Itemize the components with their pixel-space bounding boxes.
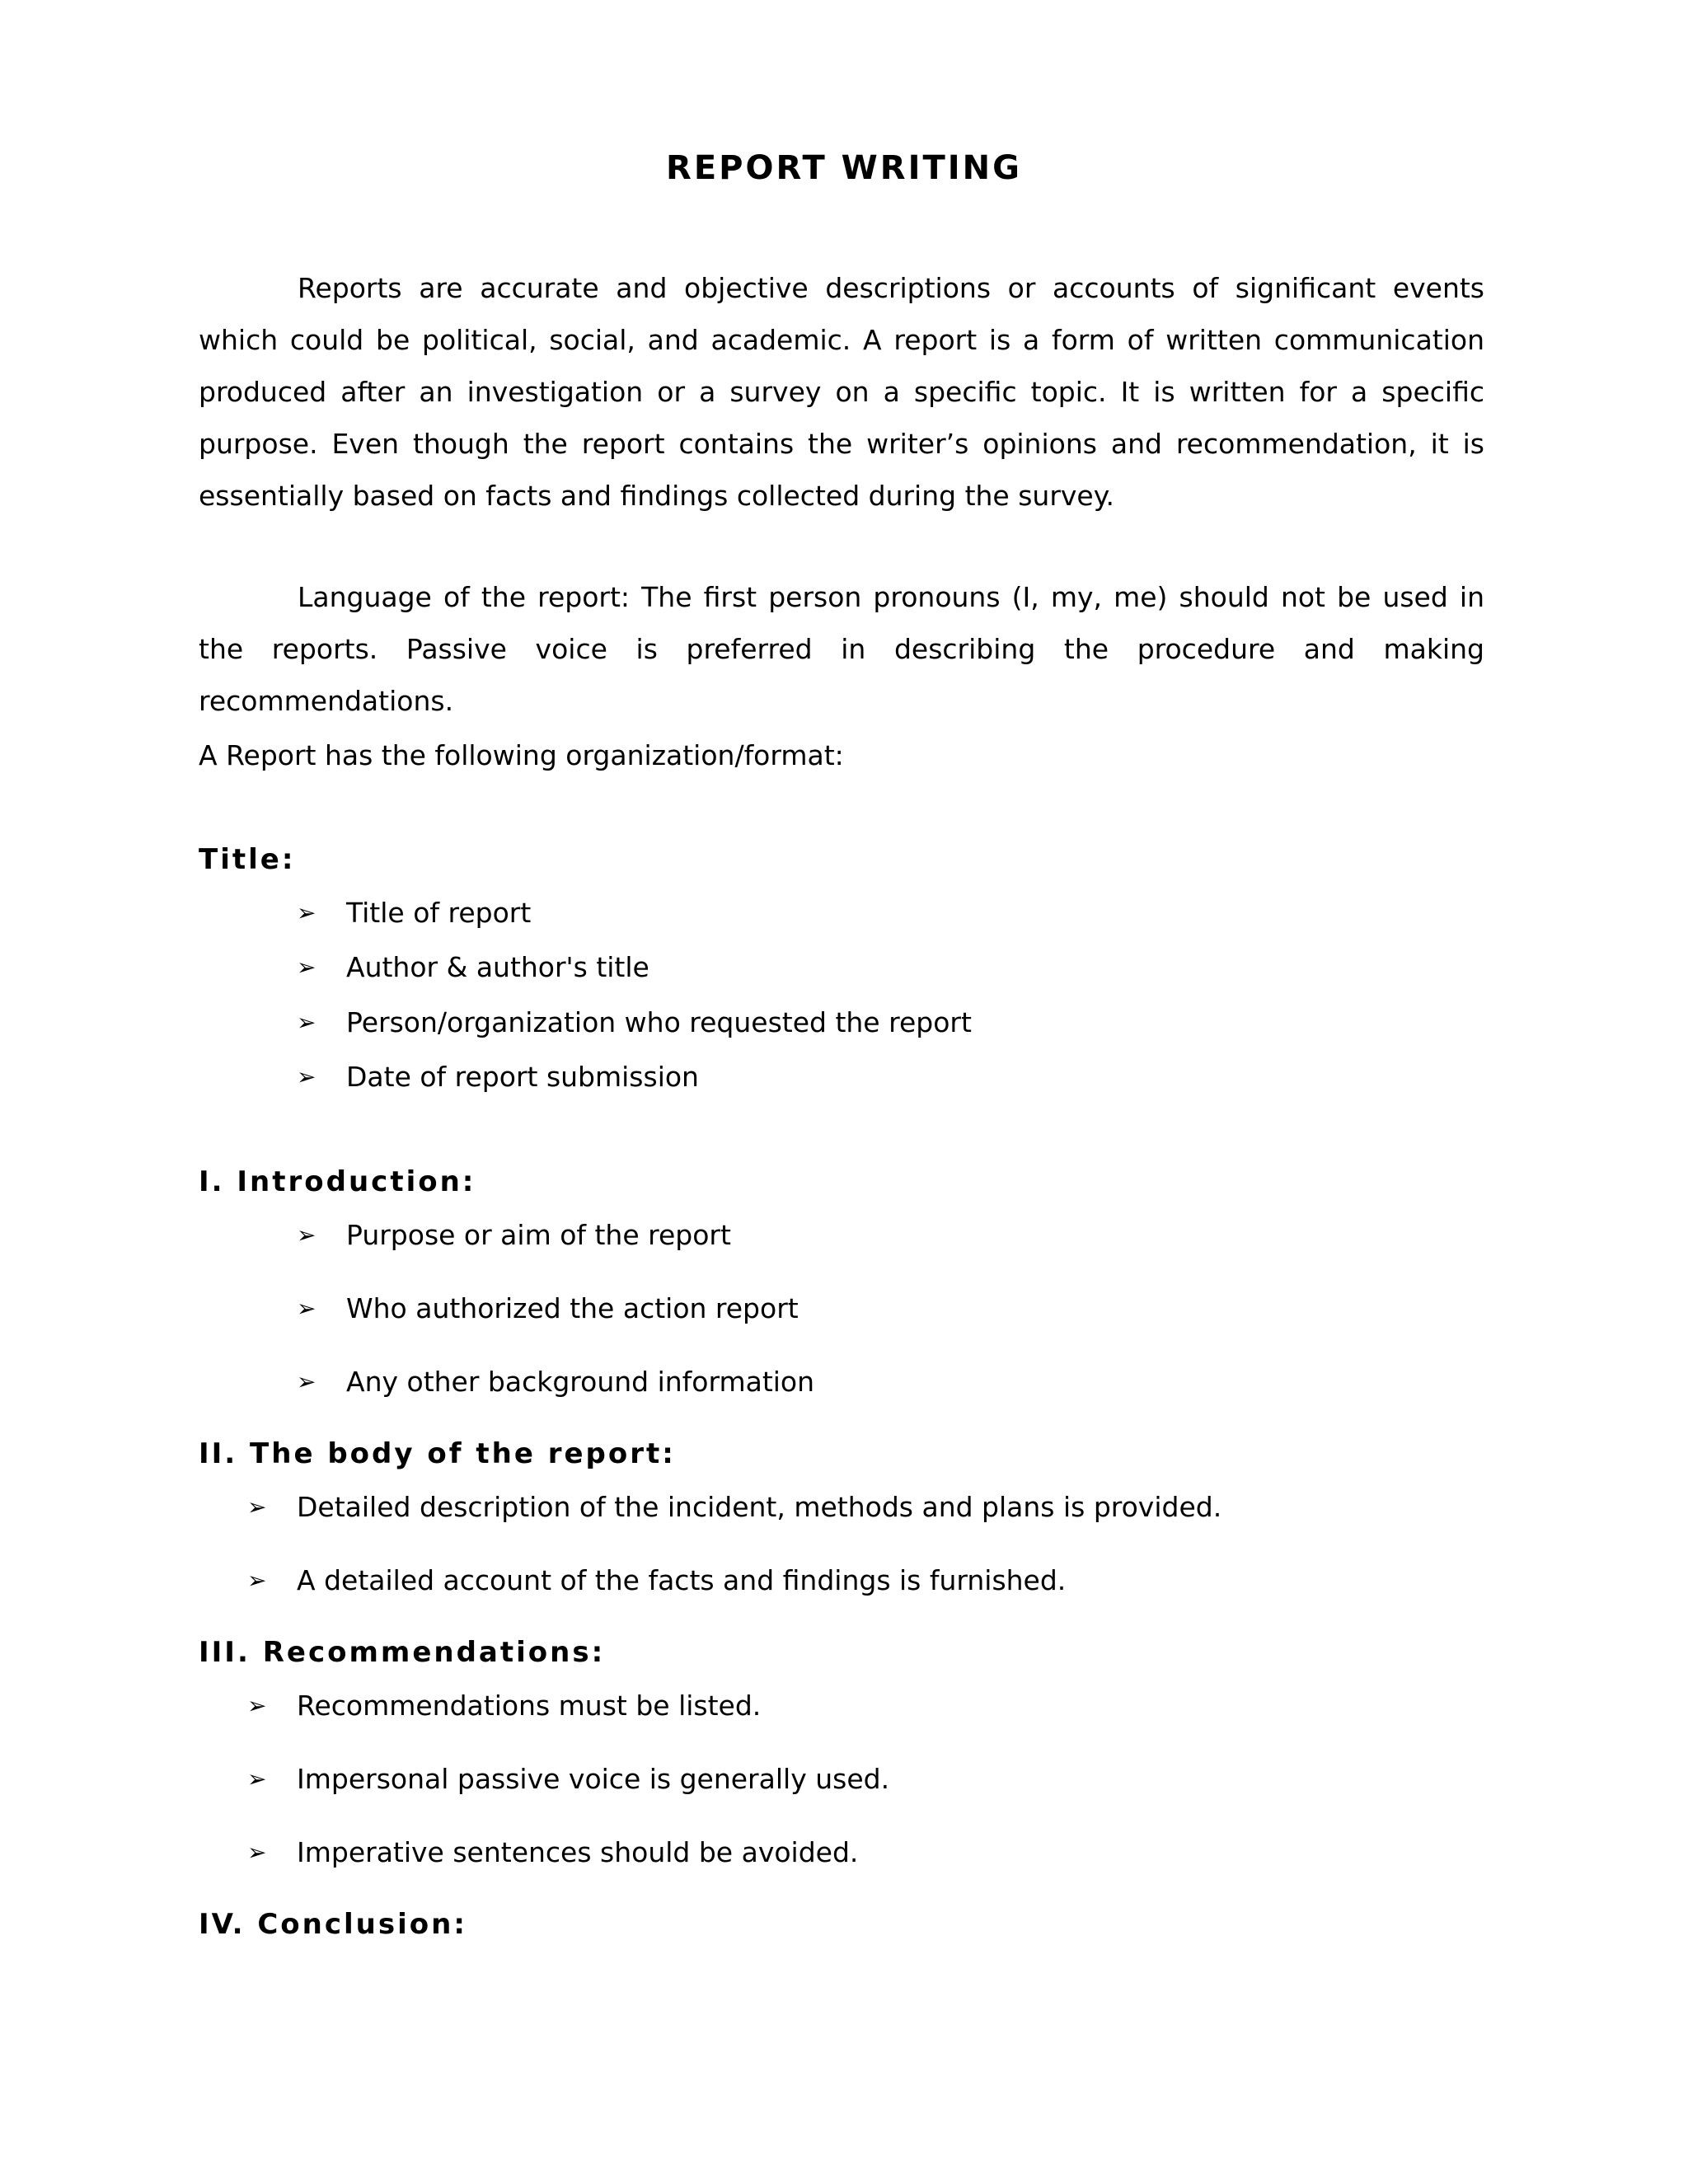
format-intro: A Report has the following organization/format: bbox=[199, 739, 844, 771]
arrow-bullet-icon: ➢ bbox=[247, 1567, 267, 1594]
list-item bbox=[297, 1058, 699, 1096]
list-item bbox=[297, 894, 531, 932]
list-item bbox=[247, 1760, 889, 1798]
list-item-text: Purpose or aim of the report bbox=[346, 1219, 731, 1251]
list-item-text: Who authorized the action report bbox=[346, 1292, 799, 1324]
list-item-text: Date of report submission bbox=[346, 1061, 699, 1093]
arrow-bullet-icon: ➢ bbox=[247, 1839, 267, 1866]
arrow-bullet-icon: ➢ bbox=[247, 1765, 267, 1793]
list-item-text: Any other background information bbox=[346, 1366, 815, 1398]
list-item bbox=[247, 1562, 1066, 1600]
list-item-text: Impersonal passive voice is generally used. bbox=[297, 1763, 890, 1795]
list-item bbox=[247, 1834, 858, 1872]
arrow-bullet-icon: ➢ bbox=[297, 1063, 316, 1090]
section-heading-body: II. The body of the report: bbox=[199, 1437, 676, 1470]
arrow-bullet-icon: ➢ bbox=[297, 954, 316, 981]
list-item-text: A detailed account of the facts and findings is furnished. bbox=[297, 1564, 1067, 1596]
list-item-text: Detailed description of the incident, methods and plans is provided. bbox=[297, 1491, 1222, 1523]
list-item-text: Imperative sentences should be avoided. bbox=[297, 1836, 859, 1868]
arrow-bullet-icon: ➢ bbox=[297, 1221, 316, 1249]
paragraph-language bbox=[199, 571, 1484, 727]
section-heading-recommendations: III. Recommendations: bbox=[199, 1636, 606, 1669]
list-item-text: Author & author's title bbox=[346, 951, 649, 983]
list-item bbox=[247, 1687, 761, 1725]
list-item bbox=[297, 949, 649, 987]
arrow-bullet-icon: ➢ bbox=[297, 1368, 316, 1395]
list-item bbox=[297, 1004, 972, 1042]
section-heading-title: Title: bbox=[199, 843, 296, 876]
arrow-bullet-icon: ➢ bbox=[297, 1009, 316, 1036]
list-item bbox=[297, 1363, 814, 1401]
section-heading-conclusion: IV. Conclusion: bbox=[199, 1908, 467, 1941]
list-item bbox=[247, 1488, 1221, 1526]
arrow-bullet-icon: ➢ bbox=[297, 899, 316, 926]
page-title: REPORT WRITING bbox=[666, 149, 1022, 187]
arrow-bullet-icon: ➢ bbox=[247, 1493, 267, 1521]
list-item-text: Recommendations must be listed. bbox=[297, 1690, 762, 1722]
list-item-text: Person/organization who requested the report bbox=[346, 1006, 972, 1038]
paragraph-definition bbox=[199, 262, 1484, 522]
section-heading-introduction: I. Introduction: bbox=[199, 1165, 476, 1198]
arrow-bullet-icon: ➢ bbox=[247, 1692, 267, 1719]
paragraph-text: Reports are accurate and objective descriptions or accounts of significant events which could be political, social, and academic. A report is a form of written communication produced after an investigation or a survey on a specific topic. It is written for a specific purpose. Even though the report contains the writer’s opinions and recommendation, it is essentially based on facts and findings collected during the survey. bbox=[199, 272, 1484, 512]
arrow-bullet-icon: ➢ bbox=[297, 1295, 316, 1322]
list-item bbox=[297, 1216, 731, 1254]
list-item-text: Title of report bbox=[346, 897, 532, 929]
list-item bbox=[297, 1290, 799, 1328]
paragraph-text: Language of the report: The first person pronouns (I, my, me) should not be used in the reports. Passive voice is preferred in describing the procedure and making recommendations. bbox=[199, 581, 1484, 717]
